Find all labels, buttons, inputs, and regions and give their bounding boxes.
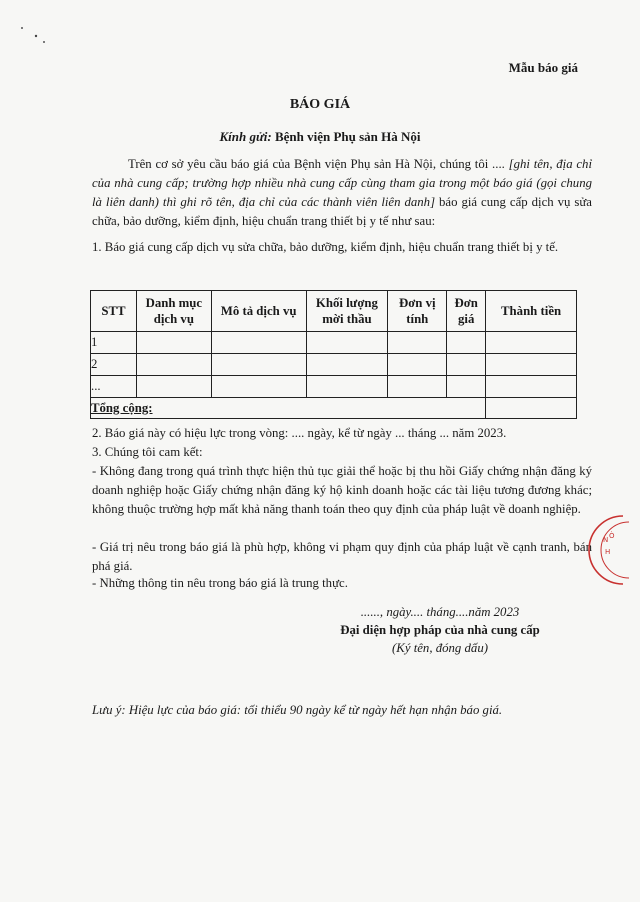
header-description: Mô tả dịch vụ [211, 291, 306, 332]
svg-text:H: H [605, 548, 611, 556]
signature-note: (Ký tên, đóng dấu) [392, 641, 488, 655]
cell [486, 332, 577, 354]
cell [306, 332, 388, 354]
svg-text:Ò: Ò [609, 532, 615, 540]
cell [447, 354, 486, 376]
header-unit: Đơn vị tính [388, 291, 447, 332]
commitment-item-2: - Giá trị nêu trong báo giá là phù hợp, không vi phạm quy định của pháp luật về cạnh tranh, bán phá giá. [92, 540, 592, 573]
table-row [91, 332, 577, 354]
cell [447, 332, 486, 354]
quote-table [90, 290, 577, 419]
row-stt: 2 [91, 354, 137, 376]
document-title: BÁO GIÁ [289, 97, 351, 112]
section-2-validity: 2. Báo giá này có hiệu lực trong vòng: .... ngày, kể từ ngày ... tháng ... năm 2023. [92, 426, 507, 440]
header-quantity: Khối lượng mời thầu [306, 291, 388, 332]
commitment-item-1: - Không đang trong quá trình thực hiện thủ tục giải thể hoặc bị thu hồi Giấy chứng nhận đăng ký doanh nghiệp hoặc Giấy chứng nhận đăng ký hộ kinh doanh hoặc các tài liệu tương đương khác; không thuộc trường hợp mất khả năng thanh toán theo quy định của pháp luật về doanh nghiệp. [92, 464, 592, 516]
form-label: Mẫu báo giá [508, 60, 578, 75]
recipient-name: Bệnh viện Phụ sản Hà Nội [274, 129, 421, 144]
footnote: Lưu ý: Hiệu lực của báo giá: tối thiểu 90 ngày kể từ ngày hết hạn nhận báo giá. [92, 703, 503, 717]
cell [388, 376, 447, 398]
cell [447, 376, 486, 398]
recipient-prefix: Kính gửi: [219, 129, 272, 144]
total-label: Tổng cộng: [91, 400, 153, 415]
cell [306, 376, 388, 398]
cell [211, 354, 306, 376]
cell [211, 376, 306, 398]
header-amount: Thành tiền [486, 291, 577, 332]
cell [136, 376, 211, 398]
cell [388, 354, 447, 376]
table-row [91, 354, 577, 376]
section-1-heading: 1. Báo giá cung cấp dịch vụ sửa chữa, bảo dưỡng, kiểm định, hiệu chuẩn trang thiết bị y tế. [92, 240, 559, 254]
cell [486, 376, 577, 398]
cell [388, 332, 447, 354]
cell [136, 354, 211, 376]
commitment-item-3: - Những thông tin nêu trong báo giá là trung thực. [92, 576, 348, 590]
recipient-line [0, 129, 640, 145]
signature-title: Đại diện hợp pháp của nhà cung cấp [340, 623, 540, 637]
row-stt: 1 [91, 332, 137, 354]
section-3-title: 3. Chúng tôi cam kết: [92, 445, 203, 459]
table-row [91, 376, 577, 398]
cell [136, 332, 211, 354]
header-stt: STT [91, 291, 137, 332]
total-label-cell [91, 398, 486, 419]
signature-date-line: ......, ngày.... tháng....năm 2023 [360, 605, 520, 619]
cell [486, 354, 577, 376]
cell [211, 332, 306, 354]
intro-text-italic: [ghi tên, địa chỉ của nhà cung cấp; trường hợp nhiều nhà cung cấp cùng tham gia trong một báo giá (gọi chung là liên danh) thì ghi rõ tên, địa chỉ của các thành viên liên danh] [92, 157, 592, 209]
scan-specks [18, 22, 58, 52]
row-stt: ... [91, 376, 137, 398]
seal-stamp-icon [583, 508, 640, 592]
intro-text-1: Trên cơ sở yêu cầu báo giá của Bệnh viện Phụ sản Hà Nội, chúng tôi .... [128, 157, 509, 171]
intro-paragraph [92, 155, 592, 231]
total-value-cell [486, 398, 577, 419]
svg-text:N: N [603, 536, 609, 544]
header-category: Danh mục dịch vụ [136, 291, 211, 332]
header-unit-price: Đơn giá [447, 291, 486, 332]
table-header-row [91, 291, 577, 332]
table-total-row [91, 398, 577, 419]
intro-text-2: báo giá cung cấp dịch vụ sửa chữa, bảo dưỡng, kiểm định, hiệu chuẩn trang thiết bị y tế như sau: [92, 195, 592, 228]
cell [306, 354, 388, 376]
